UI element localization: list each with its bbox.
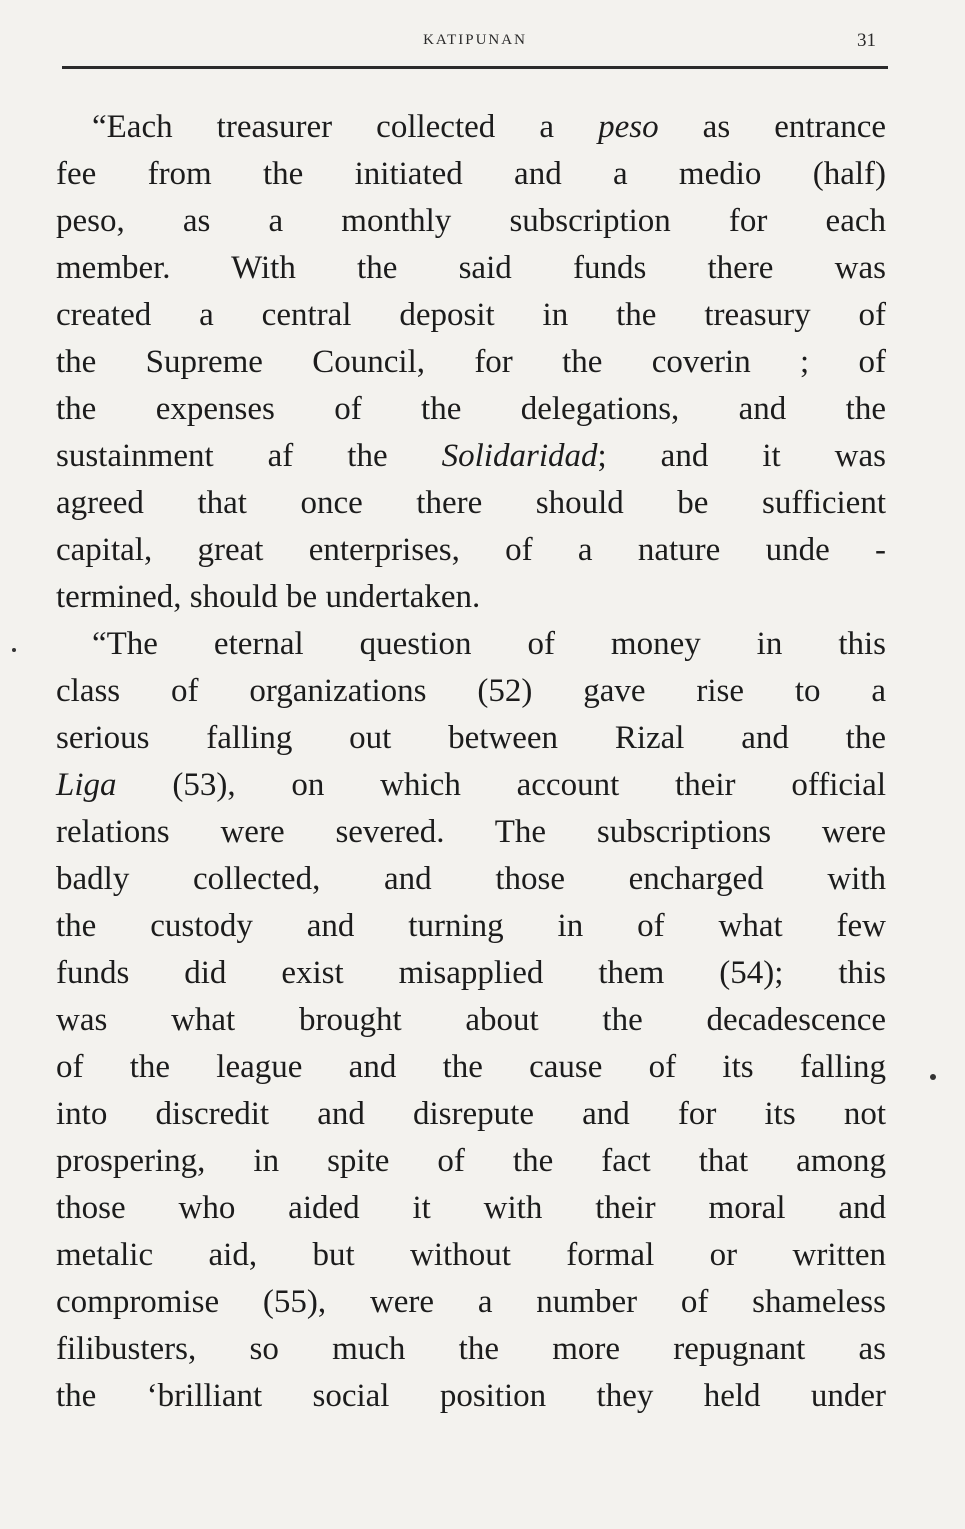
body-text <box>56 104 886 1420</box>
text-line: Liga (53), on which account their official <box>56 767 886 803</box>
text-line: the ʻbrilliant social position they held under <box>56 1378 886 1414</box>
text-line: metalic aid, but without formal or written <box>56 1237 886 1273</box>
text-line: the Supreme Council, for the coverin ; of <box>56 344 886 380</box>
text-line: was what brought about the decadescence <box>56 1002 886 1038</box>
text-line: class of organizations (52) gave rise to a <box>56 673 886 709</box>
text-line: member. With the said funds there was <box>56 250 886 286</box>
text-line: of the league and the cause of its falling <box>56 1049 886 1085</box>
text-line: filibusters, so much the more repugnant as <box>56 1331 886 1367</box>
scan-speck <box>12 648 16 652</box>
running-title: KATIPUNAN <box>423 32 527 48</box>
text-line: capital, great enterprises, of a nature unde - <box>56 532 886 568</box>
text-line: those who aided it with their moral and <box>56 1190 886 1226</box>
text-line: the expenses of the delegations, and the <box>56 391 886 427</box>
text-line: badly collected, and those encharged with <box>56 861 886 897</box>
text-line: serious falling out between Rizal and the <box>56 720 886 756</box>
text-line: termined, should be undertaken. <box>56 579 481 615</box>
text-line: agreed that once there should be sufficient <box>56 485 886 521</box>
text-line: “Each treasurer collected a peso as entrance <box>92 109 886 145</box>
text-line: funds did exist misapplied them (54); this <box>56 955 886 991</box>
text-line: compromise (55), were a number of shameless <box>56 1284 886 1320</box>
text-line: peso, as a monthly subscription for each <box>56 203 886 239</box>
text-line: sustainment af the Solidaridad; and it was <box>56 438 886 474</box>
text-line: into discredit and disrepute and for its not <box>56 1096 886 1132</box>
scan-speck <box>930 1074 936 1080</box>
running-header <box>62 28 888 62</box>
text-line: fee from the initiated and a medio (half) <box>56 156 886 192</box>
text-line: the custody and turning in of what few <box>56 908 886 944</box>
text-line: created a central deposit in the treasury of <box>56 297 886 333</box>
page-number: 31 <box>857 30 876 51</box>
text-line: prospering, in spite of the fact that among <box>56 1143 886 1179</box>
text-line: relations were severed. The subscriptions were <box>56 814 886 850</box>
header-rule <box>62 66 888 69</box>
text-line: “The eternal question of money in this <box>92 626 886 662</box>
